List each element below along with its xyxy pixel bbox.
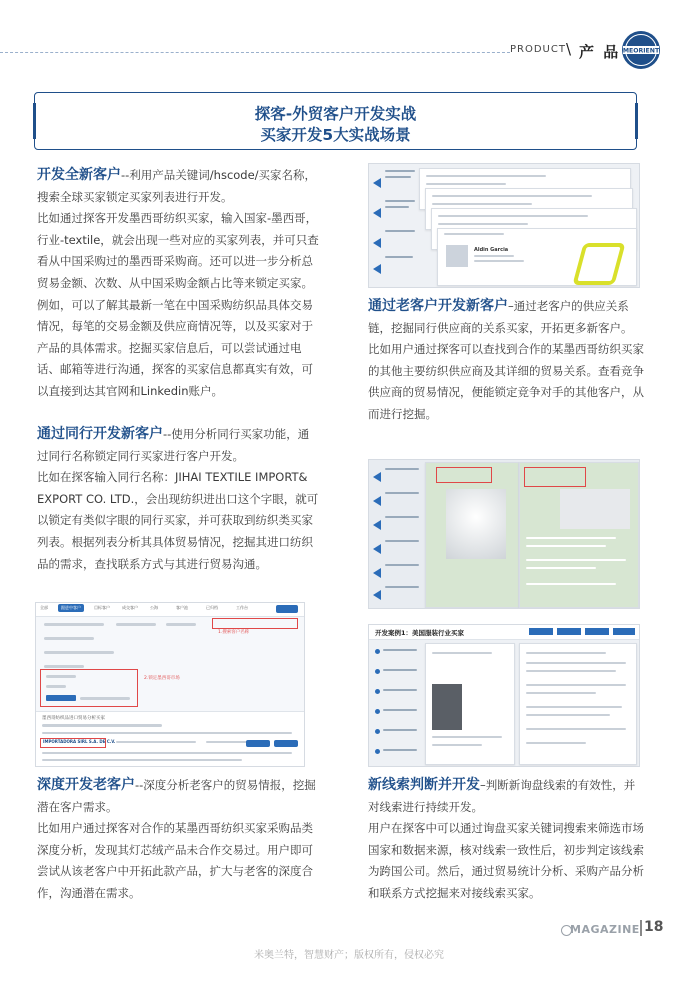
section-lead: --使用分析同行买家功能，通过同行名称锁定同行买家进行客户开发。 (37, 427, 310, 463)
page-number-divider (640, 920, 642, 936)
logo-text: MEORIENT (622, 47, 660, 55)
section-body: 比如通过探客开发墨西哥纺织买家，输入国家-墨西哥，行业-textile，就会出现一些对应的买家列表，并可只查看从中国采购过的墨西哥采购商。还可以进一步分析总贸易金额、次数、从中国采购金额占比等来锁定买家。例如，可以了解其最新一笔在中国采购纺织品具体交易情况，每笔的交易金额及供应商情况等，以及买家对于产品的具体需求。挖掘买家信息后，可以尝试通过电话、邮箱等进行沟通，探客的买家信息都真实有效，可以直接到达其官网和Linkedin账户。 (37, 211, 319, 398)
section-body: 用户在探客中可以通过询盘买家关键词搜索来筛选市场国家和数据来源，核对线索一致性后，初步判定该线索为跨国公司。然后，通过贸易统计分析、采购产品分析和联系方式挖掘来对接线索买家。 (368, 821, 644, 900)
section-body: 比如在探客输入同行名称：JIHAI TEXTILE IMPORT& EXPORT CO. LTD.，会出现纺织进出口这个字眼，就可以锁定有类似字眼的同行买家，并可获取到纺织类买家列表。根据列表分析其具体贸易情况，挖掘其进口纺织品的需求，查找联系方式与其进行贸易沟通。 (37, 470, 319, 571)
crm-tab: 客户池 (176, 605, 188, 610)
page-subtitle: 买家开发5大实战场景 (260, 126, 411, 144)
contact-photo (446, 245, 468, 267)
annotation-mexico-market: 2.锁定墨西哥市场 (144, 676, 180, 681)
crm-tab: 公海 (150, 605, 158, 610)
meorient-logo (621, 30, 661, 70)
header-product-en: PRODUCT (510, 44, 566, 55)
chat-screenshot-2 (368, 624, 640, 767)
page-title: 探客-外贸客户开发实战 (254, 105, 417, 123)
section-heading: 通过同行开发新客户 (37, 426, 163, 442)
crm-results-table (36, 711, 304, 767)
email-chain-screenshot (368, 163, 640, 288)
crm-search-screenshot (35, 602, 305, 767)
page-number: 18 (644, 919, 664, 935)
section-peer-customers (37, 424, 319, 575)
header-divider (0, 52, 510, 53)
section-heading: 深度开发老客户 (37, 777, 135, 793)
company-logo-mark (572, 243, 625, 285)
case-title: 开发案例1：美国服装行业买家 (375, 629, 465, 637)
section-heading: 开发全新客户 (37, 167, 121, 183)
crm-tab-active: 跟进中客户 (58, 604, 84, 612)
crm-action-button (276, 605, 298, 613)
section-lead: --利用产品关键词/hscode/买家名称，搜索全球买家锁定买家列表进行开发。 (37, 168, 317, 204)
section-heading: 新线索判断并开发 (368, 777, 480, 793)
chat-screenshot-1 (368, 459, 640, 609)
copyright-notice: 米奥兰特，智慧财产；版权所有，侵权必究 (254, 950, 444, 961)
section-lead: --深度分析老客户的贸易情报，挖掘潜在客户需求。 (37, 778, 316, 814)
header-slash: \ (566, 40, 572, 58)
highlight-company-search (212, 618, 298, 629)
annotation-search-company: 1.搜索客户名称 (218, 630, 250, 635)
email-contact-name: Aldin Garcia (474, 247, 509, 253)
crm-tab: 全部 (40, 605, 48, 610)
crm-table-title: 墨西哥纺织品进口贸易分析买家 (42, 716, 105, 721)
section-new-leads (368, 775, 646, 905)
crm-tab: 成交客户 (122, 605, 138, 610)
section-heading: 通过老客户开发新客户 (368, 298, 508, 314)
section-lead: –判断新询盘线索的有效性，并对线索进行持续开发。 (368, 778, 636, 814)
fabric-roll-photo (446, 489, 506, 559)
magazine-label: MAGAZINE (570, 923, 640, 936)
garment-photo (432, 684, 462, 730)
crm-tab: 已归档 (206, 605, 218, 610)
section-new-customers (37, 165, 319, 403)
crm-tab: 工作台 (236, 605, 248, 610)
crm-company-name: IMPORTADORA SIRL S.A. DE C.V. (43, 739, 116, 744)
section-lead: –通过老客户的供应关系链，挖掘同行供应商的关系买家，开拓更多新客户。 (368, 299, 633, 335)
section-deep-old-customers (37, 775, 319, 905)
section-body: 比如用户通过探客可以查找到合作的某墨西哥纺织买家的其他主要纺织供应商及其详细的贸易关系。查看竞争供应商的贸易情况，便能锁定竞争对手的其他客户，从而进行挖掘。 (368, 342, 644, 421)
section-old-to-new-customers (368, 296, 646, 426)
title-box (34, 92, 637, 150)
header-product-cn: 产 品 (579, 43, 621, 61)
crm-tab-bar (36, 603, 304, 617)
section-body: 比如用户通过探客对合作的某墨西哥纺织买家采购品类深度分析，发现其灯芯绒产品未合作交易过。用户即可尝试从该老客户中开拓此款产品，扩大与老客的深度合作，沟通潜在需求。 (37, 821, 313, 900)
crm-tab: 目标客户 (94, 605, 110, 610)
